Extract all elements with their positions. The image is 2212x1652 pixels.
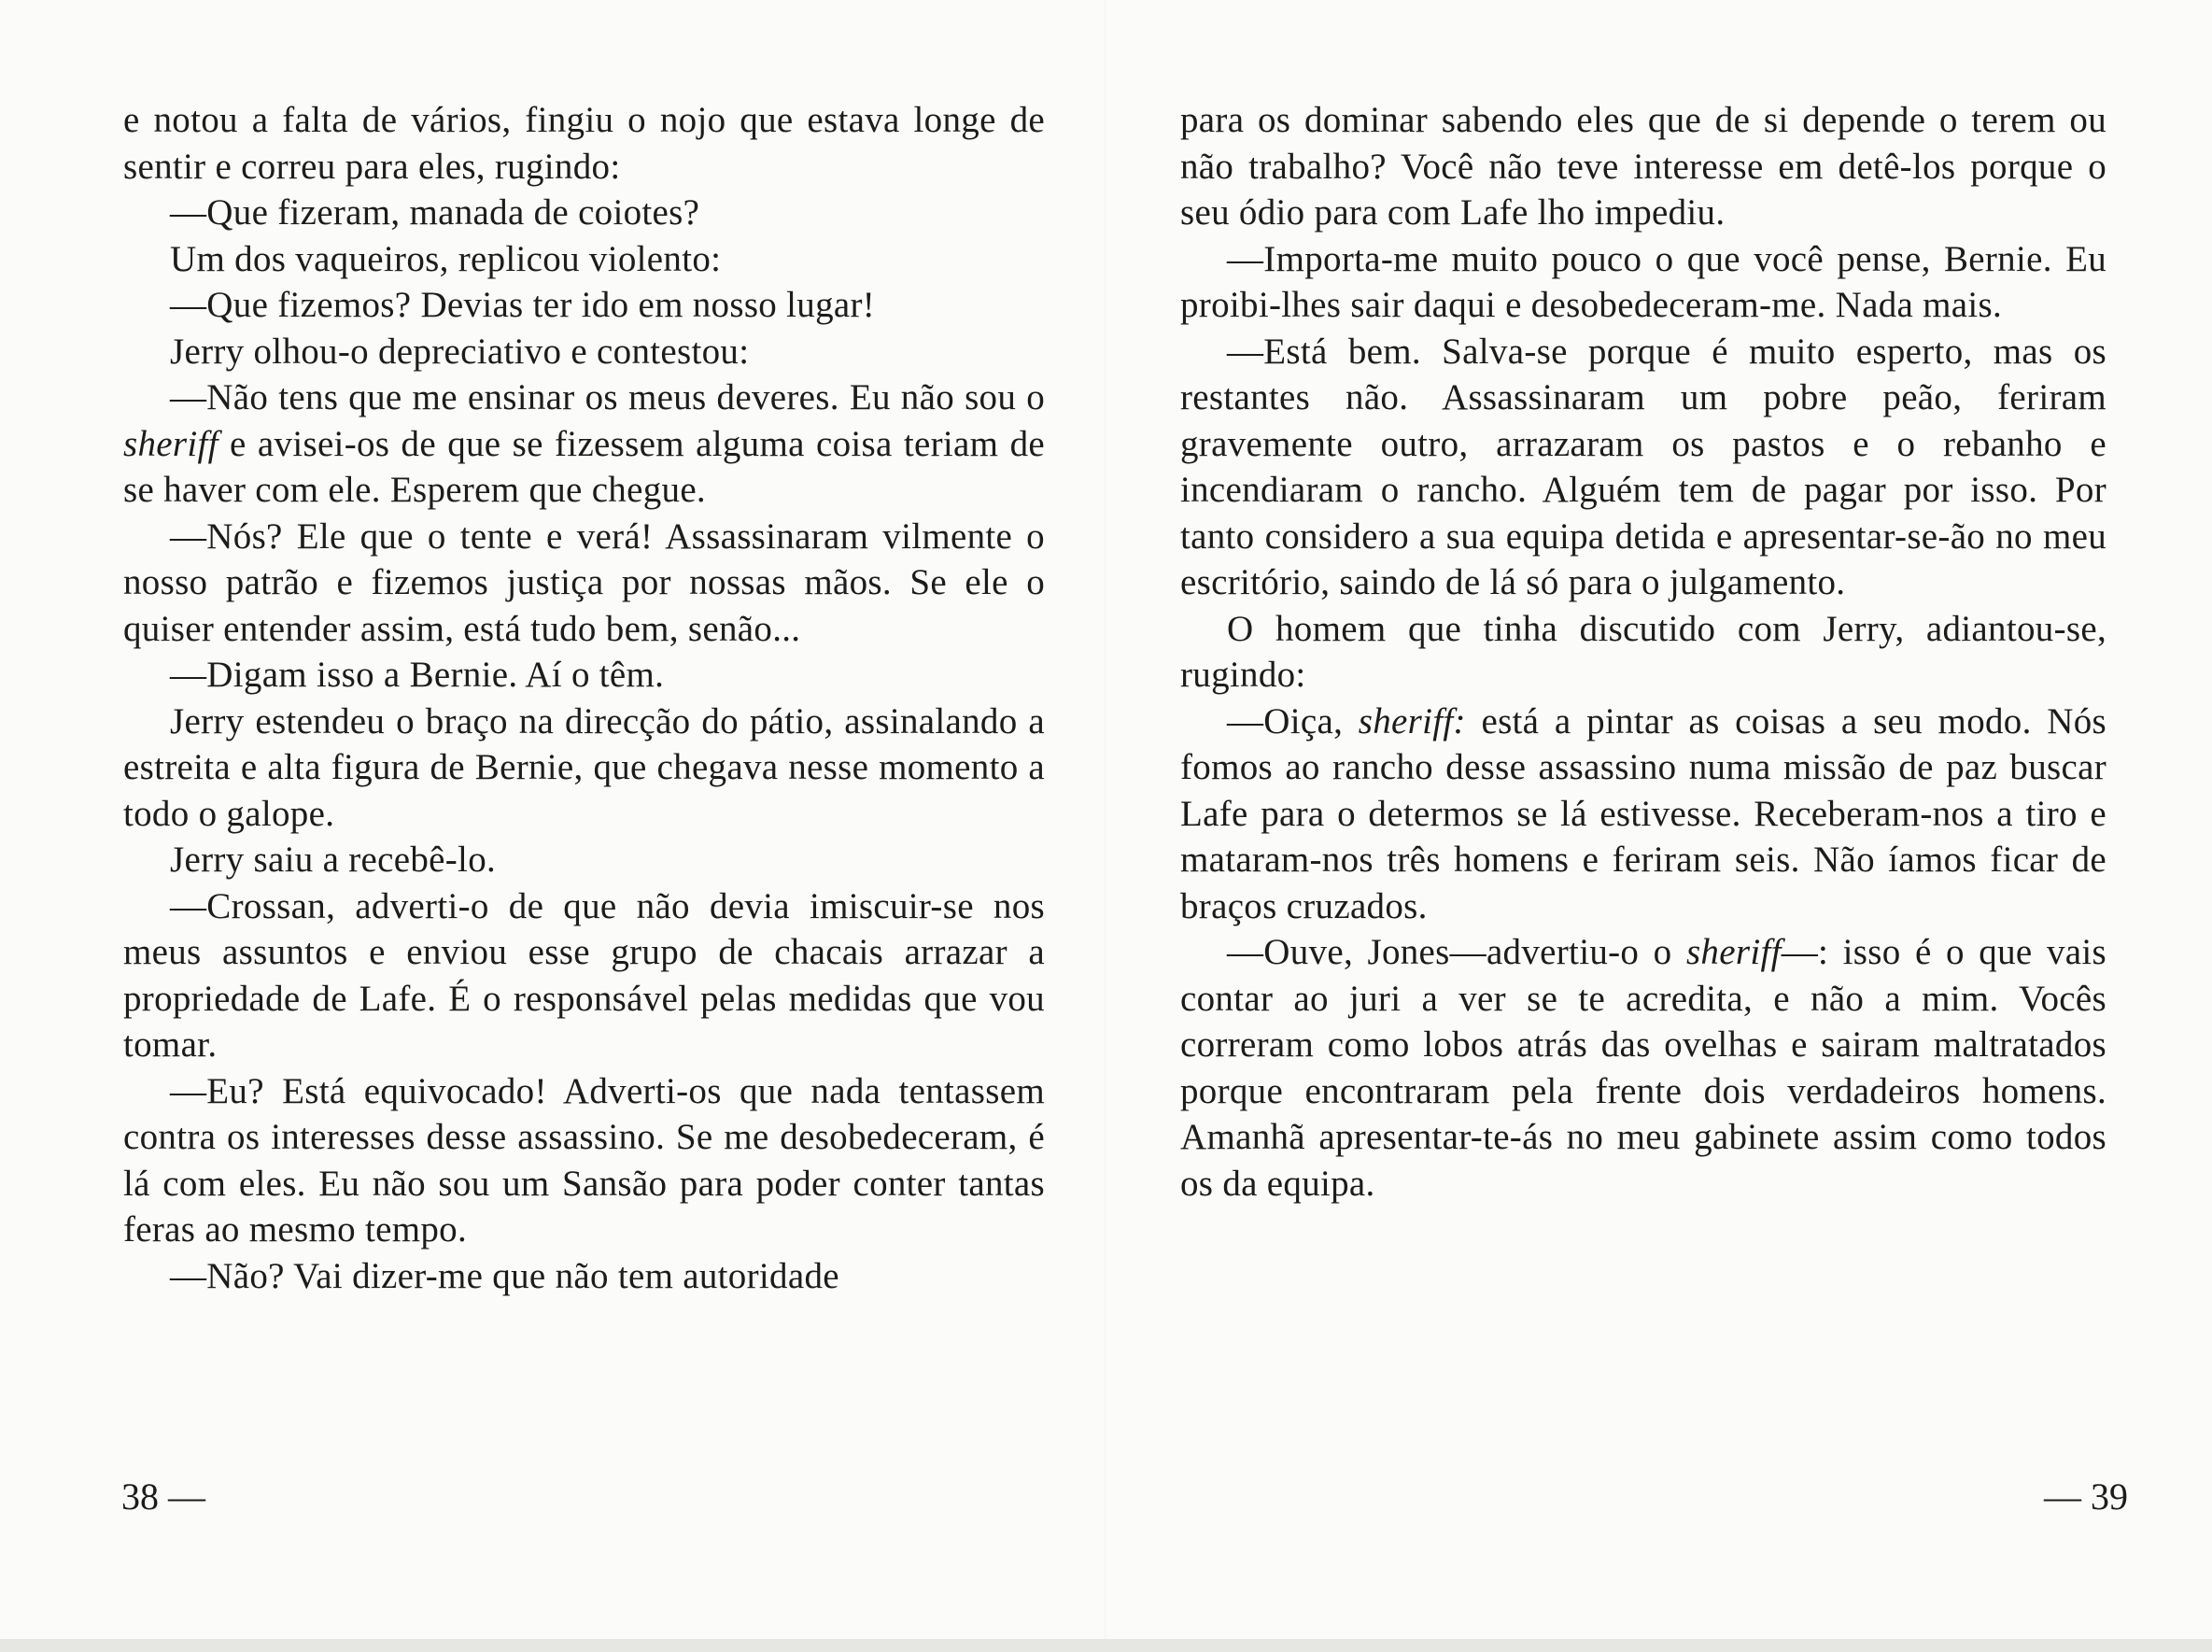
paragraph: Jerry olhou-o depreciativo e contestou: [170, 331, 750, 372]
paragraph: —Está bem. Salva-se porque é muito esperto, mas os restantes não. Assassinaram um pobre peão, feriram gravemente outro, arrazaram os pastos e o rebanho e incendiaram o rancho. Alguém tem de pagar por isso. Por tanto considero a sua equipa detida e apresentar-se-ão no meu escritório, saindo de lá só para o julgamento. [1180, 331, 2106, 602]
paragraph: —Crossan, adverti-o de que não devia imiscuir-se nos meus assuntos e enviou esse grupo de chacais arrazar a propriedade de Lafe. É o responsável pelas medidas que vou tomar. [123, 885, 1045, 1065]
paragraph-text: —Ouve, Jones—advertiu-o o [1227, 932, 1672, 972]
paragraph: Jerry estendeu o braço na direcção do pátio, assinalando a estreita e alta figura de Bernie, que chegava nesse momento a todo o galope. [123, 700, 1045, 834]
paragraph: para os dominar sabendo eles que de si depende o terem ou não trabalho? Você não teve interesse em detê-los porque o seu ódio para com Lafe lho impediu. [1180, 100, 2106, 233]
paragraph-text: e avisei-os de que se fizessem alguma coisa teriam de se haver com ele. Esperem que chegue. [123, 423, 1045, 510]
paragraph: —Não? Vai dizer-me que não tem autoridade [170, 1255, 839, 1296]
paragraph [1180, 929, 2106, 1207]
paragraph: —Digam isso a Bernie. Aí o têm. [170, 655, 665, 695]
paragraph: —Importa-me muito pouco o que você pense, Bernie. Eu proibi-lhes sair daqui e desobedeceram-me. Nada mais. [1180, 238, 2106, 325]
paragraph: O homem que tinha discutido com Jerry, adiantou-se, rugindo: [1180, 608, 2106, 695]
italic-word: sheriff: [1358, 700, 1466, 741]
paragraph-text: —Não tens que me ensinar os meus deveres. Eu não sou o [170, 377, 1045, 417]
paragraph: —Nós? Ele que o tente e verá! Assassinaram vilmente o nosso patrão e fizemos justiça por nossas mãos. Se ele o quiser entender assim, está tudo bem, senão... [123, 515, 1045, 649]
paragraph-text: está a pintar as coisas a seu modo. Nós fomos ao rancho desse assassino numa missão de paz buscar Lafe para o determos se lá estivesse. Receberam-nos a tiro e mataram-nos três homens e feriram seis. Não íamos ficar de braços cruzados. [1180, 700, 2106, 926]
paragraph-text: —: isso é o que vais contar ao juri a ver se te acredita, e não a mim. Vocês correram como lobos atrás das ovelhas e sairam maltratados porque encontraram pela frente dois verdadeiros homens. Amanhã apresentar-te-ás no meu gabinete assim como todos os da equipa. [1180, 932, 2107, 1204]
right-page-text [1180, 97, 2106, 1207]
paragraph [1180, 699, 2106, 930]
italic-word: sheriff [1685, 932, 1782, 972]
paragraph: Um dos vaqueiros, replicou violento: [170, 238, 722, 279]
paragraph: —Que fizeram, manada de coiotes? [170, 192, 700, 233]
paragraph: Jerry saiu a recebê-lo. [170, 840, 497, 880]
page-bottom-edge [0, 1639, 2212, 1652]
page-number-left: 38 — [121, 1476, 205, 1518]
paragraph: —Que fizemos? Devias ter ido em nosso lugar! [170, 285, 876, 325]
paragraph [123, 374, 1045, 514]
left-page-text [123, 97, 1045, 1299]
right-page [1106, 0, 2212, 1652]
page-number-right: — 39 [2044, 1476, 2128, 1518]
paragraph: —Eu? Está equivocado! Adverti-os que nada tentassem contra os interesses desse assassino. Se me desobedeceram, é lá com eles. Eu não sou um Sansão para poder conter tantas feras ao mesmo tempo. [123, 1070, 1045, 1250]
paragraph-text: —Oiça, [1227, 700, 1344, 741]
italic-word: sheriff [123, 423, 218, 464]
paragraph: e notou a falta de vários, fingiu o nojo que estava longe de sentir e correu para eles, rugindo: [123, 100, 1045, 187]
